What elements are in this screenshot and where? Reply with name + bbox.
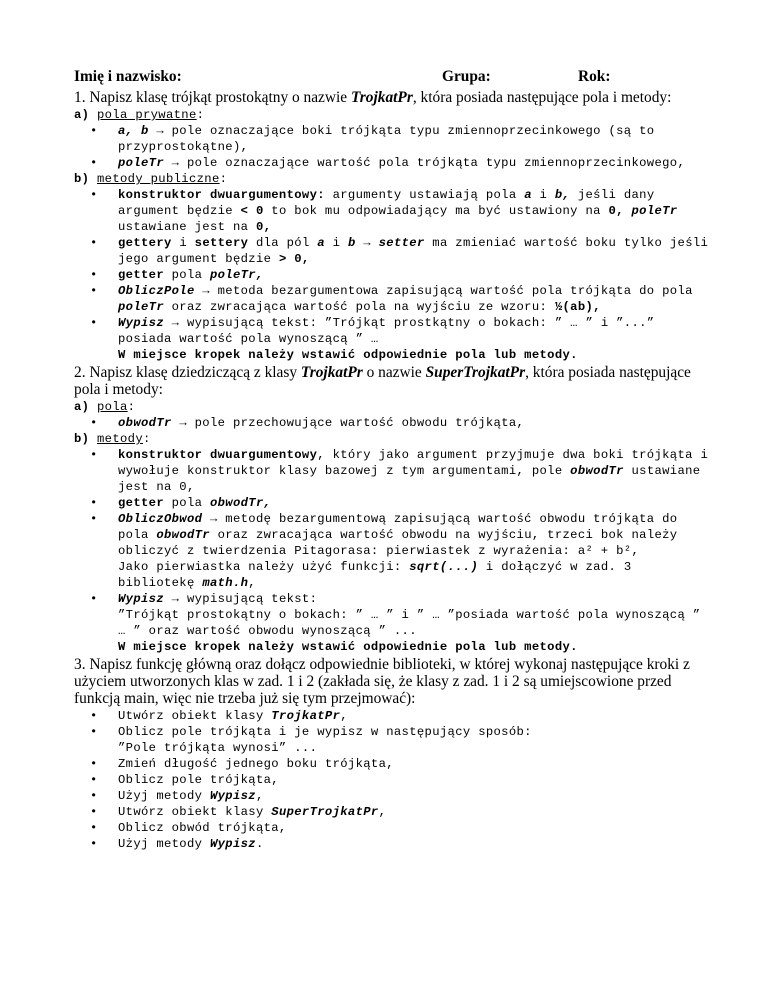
list-item: • a, b → pole oznaczające boki trójkąta typu zmiennoprzecinkowego (są to przyprostokątne), <box>90 124 655 154</box>
list-item: • gettery i settery dla pól a i b → setter ma zmieniać wartość boku tylko jeśli jego argument będzie > 0, <box>90 236 709 266</box>
list-item: • getter pola poleTr, <box>90 268 264 282</box>
note: W miejsce kropek należy wstawić odpowiednie pola lub metody. <box>118 348 578 362</box>
list-item: • konstruktor dwuargumentowy: argumenty ustawiają pola a i b, jeśli dany argument będzie < 0 to bok mu odpowiadający ma być ustawiony na 0, poleTr ustawiane jest na 0, <box>90 188 678 234</box>
group-label: Grupa: <box>442 68 491 85</box>
list-item: • Oblicz pole trójkąta i je wypisz w następujący sposób: ”Pole trójkąta wynosi” ... <box>90 725 532 755</box>
task3-intro: 3. Napisz funkcję główną oraz dołącz odpowiednie biblioteki, w której wykonaj następujące kroki z użyciem utworzonych klas w zad. 1 i 2 (zakłada się, że klasy z zad. 1 i 2 są umiejscowione przed funkcją main, więc nie trzeba już się tym przejmować): <box>74 656 690 707</box>
student-header <box>74 68 714 85</box>
task2-intro: 2. Napisz klasę dziedziczącą z klasy TrojkatPr o nazwie SuperTrojkatPr, która posiada następujące pola i metody: <box>74 364 691 398</box>
year-label: Rok: <box>578 68 611 85</box>
list-item: • Wypisz → wypisującą tekst: ”Trójkąt prostkątny o bokach: ” … ” i ”...” posiada wartość pola wynoszącą ” … <box>90 316 655 346</box>
document-page <box>74 68 714 852</box>
list-item: • konstruktor dwuargumentowy, który jako argument przyjmuje dwa boki trójkąta i wywołuje konstruktor klasy bazowej z tym argumentami, pole obwodTr ustawiane jest na 0, <box>90 448 709 494</box>
list-item: • ObliczObwod → metodę bezargumentową zapisującą wartość obwodu trójkąta do pola obwodTr oraz zwracająca wartość obwodu na wyjściu, trzeci bok należy obliczyć z twierdzenia Pitagorasa: pierwiastek z wyrażenia: a² + b², Jako pierwiastka należy użyć funkcji: sqrt(...) i dołączyć w zad. 3 bibliotekę math.h, <box>90 512 678 590</box>
list-item: • Oblicz obwód trójkąta, <box>90 821 287 835</box>
task3-steps <box>74 708 714 852</box>
task1-section-a: a) pola prywatne: • a, b → pole oznaczające boki trójkąta typu zmiennoprzecinkowego (są to przyprostokątne), • poleTr → pole oznaczające wartość pola trójkąta typu zmiennoprzecinkowego, b) metody publiczne: • konstruktor dwuargumentowy: argumenty ustawiają pola a i b, jeśli dany argument będzie < 0 to bok mu odpowiadający ma być ustawiony na 0, poleTr ustawiane jest na 0, • gettery i settery dla pól a i b → setter ma zmieniać wartość boku tylko jeśli jego argument będzie > 0, • getter pola poleTr, • ObliczPole → metoda bezargumentowa zapisującą wartość pola trójkąta do pola poleTr oraz zwracająca wartość pola na wyjściu ze wzoru: ½(ab), • Wypisz → wypisującą tekst: ”Trójkąt prostkątny o bokach: ” … ” i ”...” posiada wartość pola wynoszącą ” … W miejsce kropek należy wstawić odpowiednie pola lub metody. <box>74 107 714 363</box>
note: W miejsce kropek należy wstawić odpowiednie pola lub metody. <box>118 640 578 654</box>
list-item: • Utwórz obiekt klasy SuperTrojkatPr, <box>90 805 387 819</box>
list-item: • Oblicz pole trójkąta, <box>90 773 279 787</box>
list-item: • Utwórz obiekt klasy TrojkatPr, <box>90 709 348 723</box>
name-label: Imię i nazwisko: <box>74 68 182 85</box>
list-item: • ObliczPole → metoda bezargumentowa zapisującą wartość pola trójkąta do pola poleTr oraz zwracająca wartość pola na wyjściu ze wzoru: ½(ab), <box>90 284 693 314</box>
list-item: • getter pola obwodTr, <box>90 496 272 510</box>
class-name: TrojkatPr <box>350 89 413 106</box>
list-item: • Użyj metody Wypisz, <box>90 789 264 803</box>
task1-intro: 1. Napisz klasę trójkąt prostokątny o nazwie TrojkatPr, która posiada następujące pola i metody: <box>74 89 672 106</box>
list-item: • obwodTr → pole przechowujące wartość obwodu trójkąta, <box>90 416 525 430</box>
list-item: • Wypisz → wypisującą tekst: ”Trójkąt prostokątny o bokach: ” … ” i ” … ”posiada wartość pola wynoszącą ” … ” oraz wartość obwodu wynoszącą ” ... <box>90 592 701 638</box>
task2-section: a) pola: • obwodTr → pole przechowujące wartość obwodu trójkąta, b) metody: • konstruktor dwuargumentowy, który jako argument przyjmuje dwa boki trójkąta i wywołuje konstruktor klasy bazowej z tym argumentami, pole obwodTr ustawiane jest na 0, • getter pola obwodTr, • ObliczObwod → metodę bezargumentową zapisującą wartość obwodu trójkąta do pola obwodTr oraz zwracająca wartość obwodu na wyjściu, trzeci bok należy obliczyć z twierdzenia Pitagorasa: pierwiastek z wyrażenia: a² + b², Jako pierwiastka należy użyć funkcji: sqrt(...) i dołączyć w zad. 3 bibliotekę math.h, • Wypisz → wypisującą tekst: ”Trójkąt prostokątny o bokach: ” … ” i ” … ”posiada wartość pola wynoszącą ” … ” oraz wartość obwodu wynoszącą ” ... W miejsce kropek należy wstawić odpowiednie pola lub metody. <box>74 399 714 655</box>
list-item: • Zmień długość jednego boku trójkąta, <box>90 757 394 771</box>
list-item: • Użyj metody Wypisz. <box>90 837 264 851</box>
list-item: • poleTr → pole oznaczające wartość pola trójkąta typu zmiennoprzecinkowego, <box>90 156 686 170</box>
